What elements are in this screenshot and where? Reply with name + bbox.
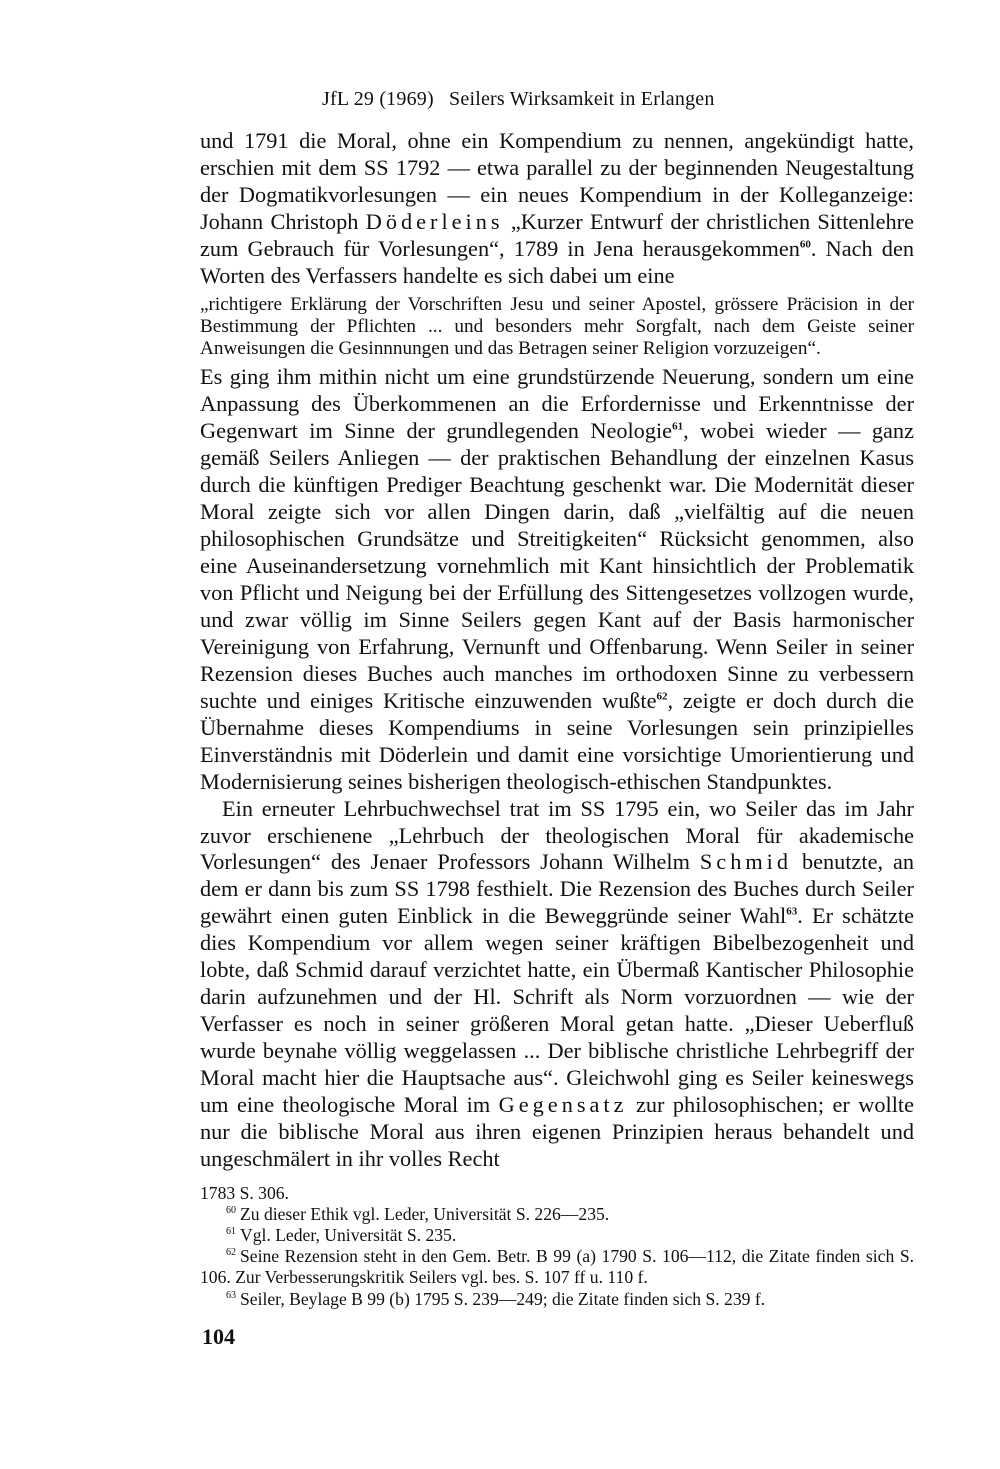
text-segment: , wobei wieder — ganz gemäß Seilers Anliegen — der praktischen Behandlung der einzelnen Kasus durch die künftigen Prediger Beachtung geschenkt war. Die Modernität dieser Moral zeigte sich vor allen Dingen darin, daß „vielfältig auf die neuen philosophischen Grundsätze und Streitigkeiten“ Rücksicht genommen, also eine Auseinandersetzung vornehmlich mit Kant hinsichtlich der Problematik von Pflicht und Neigung bei der Erfüllung des Sittengesetzes vollzogen wurde, und zwar völlig im Sinne Seilers gegen Kant auf der Basis harmonischer Vereinigung von Erfahrung, Vernunft und Offenbarung. Wenn Seiler in seiner Rezension dieses Buches auch manches im orthodoxen Sinne zu verbessern suchte und einiges Kritische einzuwenden wußte bbox=[200, 417, 914, 713]
text-segment: , zeigte er doch durch die Übernahme dieses Kompendiums in seine Vorlesungen sein prinzipielles Einverständnis mit Döderlein und damit eine vorsichtige Umorientierung und Modernisierung seines bisherigen theologisch-ethischen Standpunktes. bbox=[200, 687, 914, 794]
block-quote: „richtigere Erklärung der Vorschriften Jesu und seiner Apostel, grössere Präcision in der Bestimmung der Pflichten ... und besonders mehr Sorgfalt, nach dem Geiste seiner Anweisungen die Gesinnnungen und das Betragen seiner Religion vorzuzeigen“. bbox=[200, 293, 914, 359]
author-name-doederlein: Döderleins bbox=[365, 208, 504, 234]
footnote-text: Seiler, Beylage B 99 (b) 1795 S. 239—249; die Zitate finden sich S. 239 f. bbox=[240, 1288, 766, 1309]
footnote-62 bbox=[200, 1246, 914, 1288]
text-segment: Ein erneuter Lehrbuchwechsel trat im SS 1795 ein, wo Seiler das im Jahr zuvor erschienene „Lehrbuch der theologischen Moral für akademische Vorlesungen“ des Jenaer Professors Johann Wilhelm bbox=[200, 795, 914, 875]
footnote-continuation: 1783 S. 306. bbox=[200, 1183, 289, 1203]
footnote-mark: 60 bbox=[226, 1205, 236, 1217]
footnote-mark: 62 bbox=[226, 1247, 236, 1259]
journal-reference: JfL 29 (1969) bbox=[322, 88, 434, 110]
text-segment: Es ging ihm mithin nicht um eine grundstürzende Neuerung, sondern um eine Anpassung des Überkommenen an die Erfordernisse und Erkenntnisse der Gegenwart im Sinne der grundlegenden Neologie bbox=[200, 364, 914, 443]
text-segment: zur philosophischen; er wollte nur die biblische Moral aus ihren eigenen Prinzipien heraus behandelt und ungeschmälert in ihr volles Recht bbox=[200, 1092, 914, 1172]
footnotes bbox=[200, 1183, 914, 1310]
text-segment: „Kurzer Entwurf der christlichen Sittenlehre zum Gebrauch für Vorlesungen“, 1789 in Jena herausgekommen bbox=[200, 208, 914, 261]
footnote-mark: 63 bbox=[226, 1289, 236, 1301]
footnote-text: Zu dieser Ethik vgl. Leder, Universität S. 226—235. bbox=[240, 1204, 610, 1225]
author-name-schmid: Schmid bbox=[699, 849, 793, 875]
text-segment: . Nach den Worten des Verfassers handelte es sich dabei um eine bbox=[200, 235, 914, 288]
page-number: 104 bbox=[202, 1324, 235, 1349]
running-header bbox=[322, 88, 842, 111]
footnote-61 bbox=[200, 1225, 914, 1246]
running-title: Seilers Wirksamkeit in Erlangen bbox=[449, 88, 715, 110]
footnote-text: Seine Rezension steht in den Gem. Betr. B 99 (a) 1790 S. 106—112, die Zitate finden sich S. 106. Zur Verbesserungskritik Seilers vgl. bes. S. 107 ff u. 110 f. bbox=[200, 1246, 914, 1288]
paragraph-2 bbox=[200, 364, 914, 796]
footnote-mark: 61 bbox=[226, 1226, 236, 1238]
text-segment: benutzte, an dem er dann bis zum SS 1798 festhielt. Die Rezension des Buches durch Seiler gewährt einen guten Einblick in die Beweggründe seiner Wahl bbox=[200, 849, 914, 929]
footnote-ref-61: 61 bbox=[672, 420, 684, 433]
main-text bbox=[200, 128, 914, 1173]
footnote-63 bbox=[200, 1289, 914, 1310]
footnote-ref-63: 63 bbox=[786, 906, 798, 918]
text-segment: und 1791 die Moral, ohne ein Kompendium zu nennen, angekündigt hatte, erschien mit dem SS 1792 — etwa parallel zu der beginnenden Neugestaltung der Dogmatikvorlesungen — ein neues Kompendium in der Kolleganzeige: Johann Christoph bbox=[200, 128, 914, 234]
footnote-text: Vgl. Leder, Universität S. 235. bbox=[240, 1225, 457, 1246]
emphasized-word: Gegensatz bbox=[498, 1092, 628, 1118]
paragraph-1 bbox=[200, 128, 914, 290]
paragraph-3 bbox=[200, 796, 914, 1174]
footnote-ref-62: 62 bbox=[656, 690, 668, 703]
text-segment: . Er schätzte dies Kompendium vor allem wegen seiner kräftigen Bibelbezogenheit und lobte, daß Schmid darauf verzichtet hatte, ein Übermaß Kantischer Philosophie darin aufzunehmen und der Hl. Schrift als Norm vorzuordnen — wie der Verfasser es noch in seiner größeren Moral getan hatte. „Dieser Ueberfluß wurde beynahe völlig weggelassen ... Der biblische christliche Lehrbegriff der Moral macht hier die Hauptsache aus“. Gleichwohl ging es Seiler keineswegs um eine theologische Moral im bbox=[200, 903, 914, 1118]
footnote-ref-60: 60 bbox=[799, 238, 811, 251]
footnote-60 bbox=[200, 1204, 914, 1225]
